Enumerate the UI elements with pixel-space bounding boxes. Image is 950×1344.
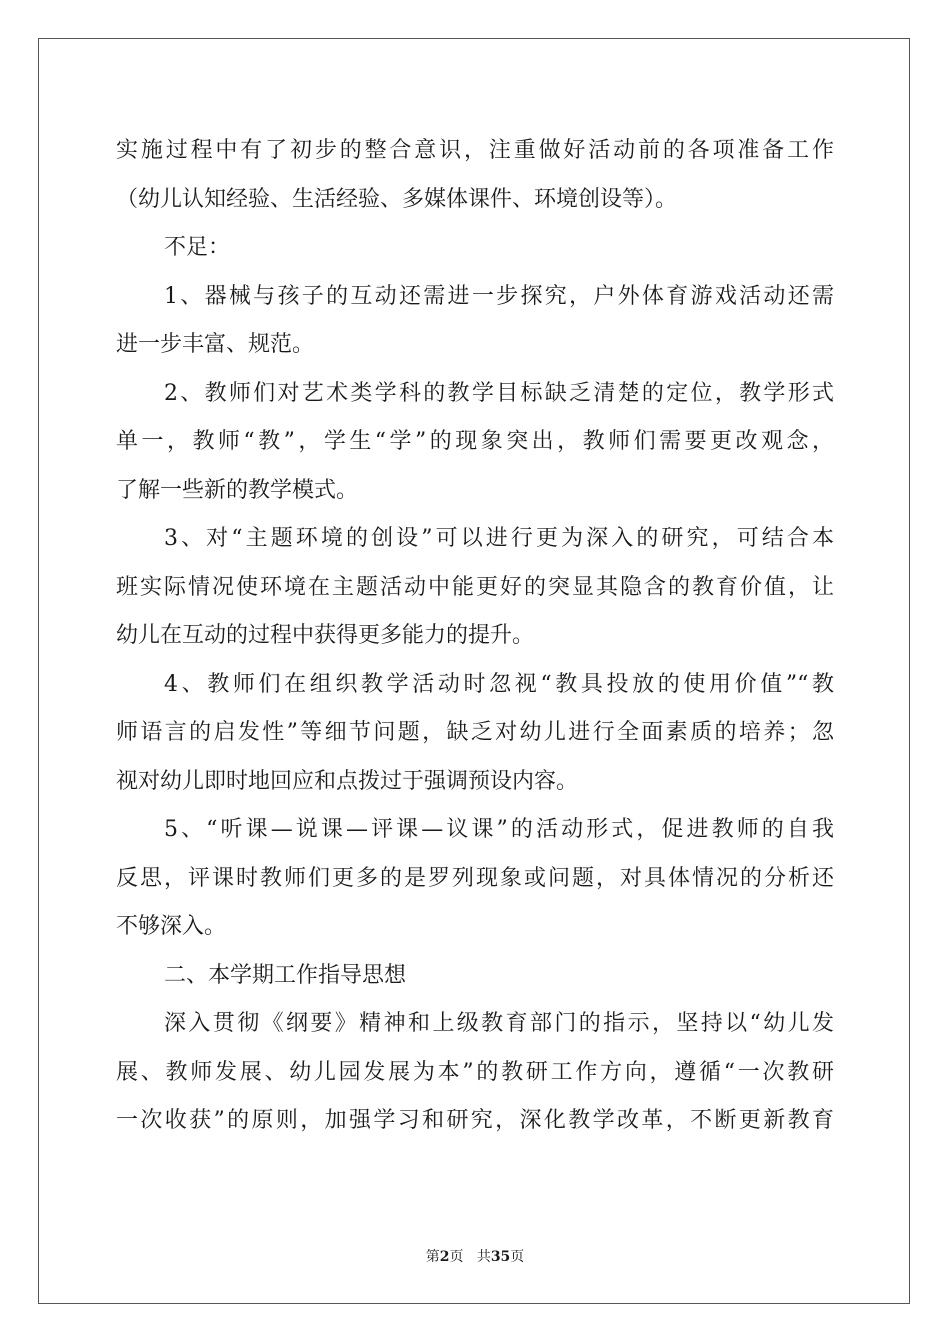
- text-line: 二、本学期工作指导思想: [164, 962, 407, 988]
- footer-total-suffix: 页: [510, 1249, 525, 1265]
- text-line: 1、器械与孩子的互动还需进一步探究，户外体育游戏活动还需: [164, 283, 834, 309]
- page-footer: [0, 1246, 950, 1266]
- text-line: 了解一些新的教学模式。: [116, 477, 359, 503]
- text-line: 视对幼儿即时地回应和点拨过于强调预设内容。: [116, 768, 579, 794]
- text-line: 一次收获”的原则，加强学习和研究，深化教学改革，不断更新教育: [116, 1108, 834, 1133]
- text-line: 实施过程中有了初步的整合意识，注重做好活动前的各项准备工作: [116, 138, 834, 163]
- text-line: 幼儿在互动的过程中获得更多能力的提升。: [116, 623, 535, 648]
- current-page-number: 2: [439, 1249, 450, 1265]
- text-line: 3、对“主题环境的创设”可以进行更为深入的研究，可结合本: [164, 526, 834, 551]
- footer-total-prefix: 共: [476, 1249, 491, 1265]
- text-line: 单一，教师“教”，学生“学”的现象突出，教师们需要更改观念，: [116, 429, 834, 454]
- footer-page-suffix: 页: [449, 1249, 464, 1265]
- total-pages-number: 35: [490, 1249, 511, 1265]
- text-line: 深入贯彻《纲要》精神和上级教育部门的指示，坚持以“幼儿发: [164, 1011, 834, 1036]
- text-line: 反思，评课时教师们更多的是罗列现象或问题，对具体情况的分析还: [116, 865, 834, 891]
- text-line: 不够深入。: [116, 914, 227, 939]
- text-line: 师语言的启发性”等细节问题，缺乏对幼儿进行全面素质的培养；忽: [116, 720, 834, 745]
- text-line: 展、教师发展、幼儿园发展为本”的教研工作方向，遵循“一次教研: [116, 1059, 834, 1085]
- text-line: 进一步丰富、规范。: [116, 332, 315, 357]
- text-line: 5、“听课—说课—评课—议课”的活动形式，促进教师的自我: [164, 817, 834, 842]
- text-line: 4、教师们在组织教学活动时忽视“教具投放的使用价值”“教: [164, 671, 834, 697]
- text-line: （幼儿认知经验、生活经验、多媒体课件、环境创设等）。: [116, 186, 678, 212]
- document-body: [116, 127, 834, 1146]
- text-line: 班实际情况使环境在主题活动中能更好的突显其隐含的教育价值，让: [116, 574, 834, 600]
- text-line: 2、教师们对艺术类学科的教学目标缺乏清楚的定位，教学形式: [164, 380, 834, 406]
- text-line: 不足：: [164, 235, 231, 260]
- footer-prefix: 第: [425, 1249, 440, 1265]
